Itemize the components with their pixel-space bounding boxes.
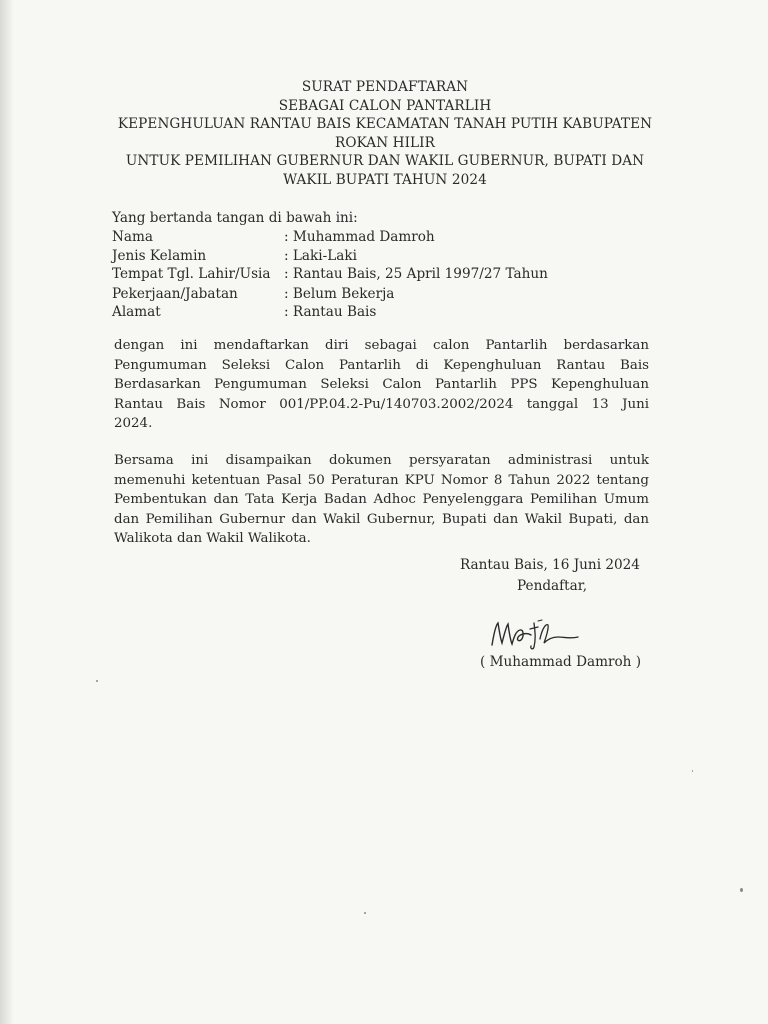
paragraph-line: Berdasarkan Pengumuman Seleksi Calon Pantarlih PPS Kepenghuluan [114, 377, 649, 392]
paragraph-documents [114, 451, 649, 549]
field-value: : Rantau Bais [284, 304, 377, 320]
signatory-role: Pendaftar, [517, 578, 588, 594]
scan-speck [740, 888, 743, 892]
paragraph-line: 2024. [114, 416, 153, 431]
title-line: SURAT PENDAFTARAN [301, 79, 469, 95]
field-value: : Muhammad Damroh [284, 229, 435, 245]
field-value: : Belum Bekerja [284, 286, 395, 302]
place-date: Rantau Bais, 16 Juni 2024 [460, 557, 640, 573]
paragraph-line: Walikota dan Wakil Walikota. [114, 531, 311, 546]
paragraph-line: Pengumuman Seleksi Calon Pantarlih di Kepenghuluan Rantau Bais [114, 357, 649, 373]
paragraph-line: Rantau Bais Nomor 001/PP.04.2-Pu/140703.2002/2024 tanggal 13 Juni [114, 396, 649, 412]
paragraph-line: Pembentukan dan Tata Kerja Badan Adhoc Penyelenggara Pemilihan Umum [114, 492, 649, 507]
paragraph-line: Bersama ini disampaikan dokumen persyaratan administrasi untuk [114, 453, 649, 468]
paragraph-line: dan Pemilihan Gubernur dan Wakil Gubernur, Bupati dan Wakil Bupati, dan [114, 511, 649, 527]
field-label: Nama [112, 229, 153, 245]
paragraph-registration [114, 336, 649, 434]
field-label: Alamat [112, 304, 161, 320]
field-value: : Rantau Bais, 25 April 1997/27 Tahun [284, 266, 548, 282]
field-label: Tempat Tgl. Lahir/Usia [112, 266, 271, 282]
scan-edge-shadow [0, 0, 14, 1024]
field-label: Pekerjaan/Jabatan [112, 286, 238, 302]
title-line: ROKAN HILIR [335, 134, 435, 151]
title-line: UNTUK PEMILIHAN GUBERNUR DAN WAKIL GUBERNUR, BUPATI DAN [125, 153, 645, 170]
paragraph-line: dengan ini mendaftarkan diri sebagai calon Pantarlih berdasarkan [114, 338, 649, 353]
title-line: SEBAGAI CALON PANTARLIH [278, 97, 492, 114]
title-line: KEPENGHULUAN RANTAU BAIS KECAMATAN TANAH PUTIH KABUPATEN [117, 116, 653, 133]
scan-speck [96, 680, 98, 682]
field-value: : Laki-Laki [284, 248, 357, 264]
signatory-name: ( Muhammad Damroh ) [480, 654, 642, 670]
handwritten-signature [486, 615, 586, 655]
document-title [100, 78, 670, 190]
scan-speck [692, 770, 693, 772]
field-label: Jenis Kelamin [112, 248, 207, 264]
title-line: WAKIL BUPATI TAHUN 2024 [283, 171, 487, 188]
paragraph-line: memenuhi ketentuan Pasal 50 Peraturan KPU Nomor 8 Tahun 2022 tentang [114, 472, 649, 488]
scan-speck [364, 912, 366, 914]
intro-text: Yang bertanda tangan di bawah ini: [112, 210, 358, 226]
